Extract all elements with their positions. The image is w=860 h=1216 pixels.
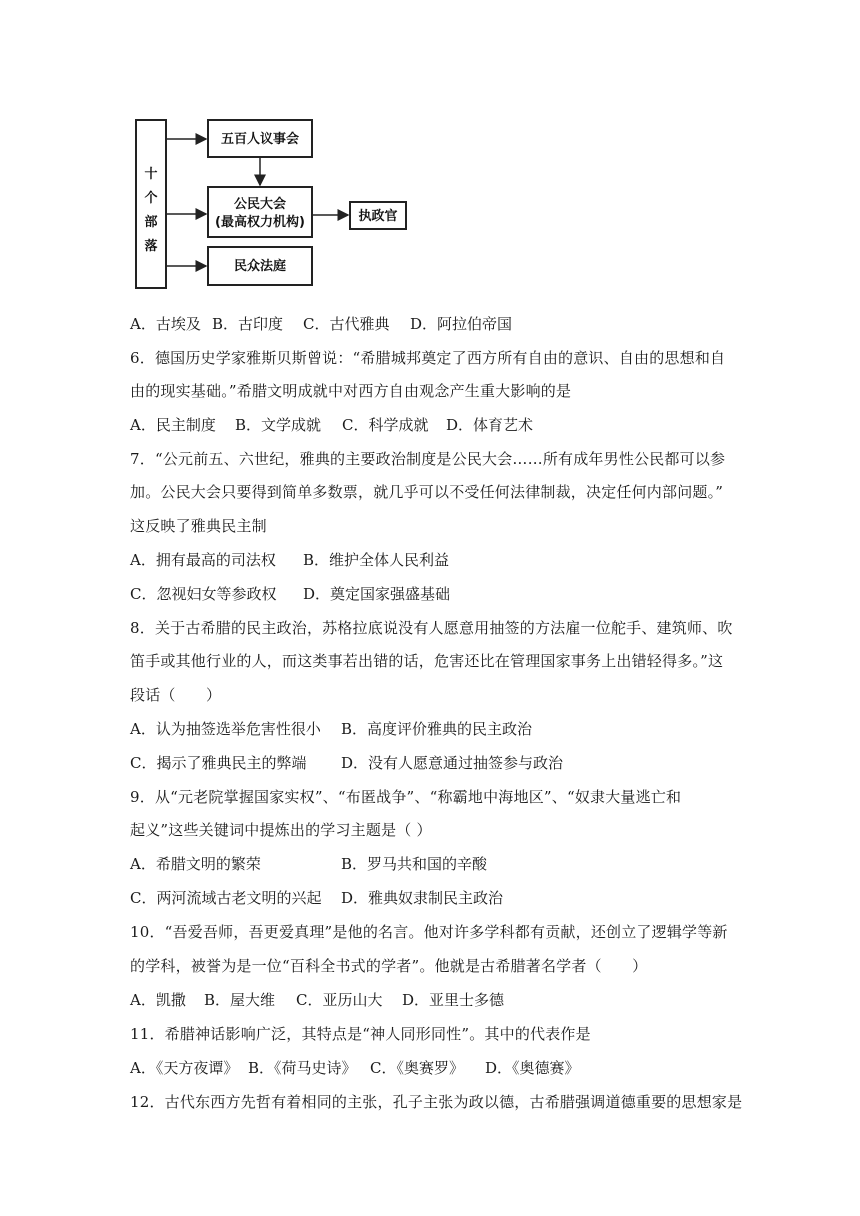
court-label: 民众法庭 xyxy=(233,259,287,274)
q10-option-b: B．屋大维 xyxy=(204,991,276,1009)
q10-line-2: 的学科，被誉为是一位“百科全书式的学者”。他就是古希腊著名学者（ ） xyxy=(130,957,648,975)
q7-option-b: B．维护全体人民利益 xyxy=(303,551,450,569)
q10-option-c: C．亚历山大 xyxy=(296,991,383,1009)
q7-line-2: 加。公民大会只要得到简单多数票，就几乎可以不受任何法律制裁，决定任何内部问题。” xyxy=(130,483,724,501)
q9-line-1: 9．从“元老院掌握国家实权”、“布匿战争”、“称霸地中海地区”、“奴隶大量逃亡和 xyxy=(130,788,682,806)
q9-option-a: A．希腊文明的繁荣 xyxy=(130,855,261,873)
q6-option-a: A．民主制度 xyxy=(130,416,216,434)
q9-option-b: B．罗马共和国的辛酸 xyxy=(341,855,488,873)
q8-option-b: B．高度评价雅典的民主政治 xyxy=(341,720,533,738)
q8-line-1: 8．关于古希腊的民主政治，苏格拉底说没有人愿意用抽签的方法雇一位舵手、建筑师、吹 xyxy=(130,619,733,637)
q11-option-c: C．《奥赛罗》 xyxy=(370,1059,464,1077)
q6-line-1: 6．德国历史学家雅斯贝斯曾说：“希腊城邦奠定了西方所有自由的意识、自由的思想和自 xyxy=(130,349,726,367)
assembly-label-line2: (最高权力机构) xyxy=(215,215,305,230)
council-label: 五百人议事会 xyxy=(220,132,300,147)
q9-option-d: D．雅典奴隶制民主政治 xyxy=(341,889,504,907)
assembly-label-line1: 公民大会 xyxy=(233,197,287,212)
q11-line-1: 11．希腊神话影响广泛，其特点是“神人同形同性”。其中的代表作是 xyxy=(130,1025,591,1043)
q11-option-a: A．《天方夜谭》 xyxy=(130,1059,239,1077)
q6-option-b: B．文学成就 xyxy=(235,416,322,434)
q6-line-2: 由的现实基础。”希腊文明成就中对西方自由观念产生重大影响的是 xyxy=(130,382,572,400)
q7-line-3: 这反映了雅典民主制 xyxy=(130,517,267,535)
q8-option-d: D．没有人愿意通过抽签参与政治 xyxy=(341,754,564,772)
archon-label: 执政官 xyxy=(358,209,398,224)
q7-line-1: 7．“公元前五、六世纪，雅典的主要政治制度是公民大会……所有成年男性公民都可以参 xyxy=(130,450,726,468)
q11-option-b: B．《荷马史诗》 xyxy=(248,1059,357,1077)
q8-option-c: C．揭示了雅典民主的弊端 xyxy=(130,754,307,772)
q8-option-a: A．认为抽签选举危害性很小 xyxy=(130,720,321,738)
q10-line-1: 10．“吾爱吾师，吾更爱真理”是他的名言。他对许多学科都有贡献，还创立了逻辑学等新 xyxy=(130,923,728,941)
q7-option-c: C．忽视妇女等参政权 xyxy=(130,585,277,603)
tribes-char-3: 部 xyxy=(144,215,158,230)
diagram-svg xyxy=(135,118,415,290)
q8-line-3: 段话（ ） xyxy=(130,686,222,704)
q5-option-d: D．阿拉伯帝国 xyxy=(410,315,513,333)
q7-option-a: A．拥有最高的司法权 xyxy=(130,551,276,569)
q10-option-d: D．亚里士多德 xyxy=(402,991,505,1009)
tribes-char-2: 个 xyxy=(144,191,158,206)
q11-option-d: D．《奥德赛》 xyxy=(485,1059,580,1077)
q6-option-d: D．体育艺术 xyxy=(446,416,534,434)
q9-line-2: 起义”这些关键词中提炼出的学习主题是（ ） xyxy=(130,821,432,839)
q5-option-b: B．古印度 xyxy=(212,315,284,333)
q8-line-2: 笛手或其他行业的人，而这类事若出错的话，危害还比在管理国家事务上出错轻得多。”这 xyxy=(130,652,724,670)
q5-option-c: C．古代雅典 xyxy=(303,315,390,333)
tribes-char-1: 十 xyxy=(144,167,158,182)
q12-line-1: 12．古代东西方先哲有着相同的主张，孔子主张为政以德，古希腊强调道德重要的思想家是 xyxy=(130,1093,743,1111)
q10-option-a: A．凯撒 xyxy=(130,991,186,1009)
q9-option-c: C．两河流域古老文明的兴起 xyxy=(130,889,322,907)
q5-option-a: A．古埃及 xyxy=(130,315,201,333)
q7-option-d: D．奠定国家强盛基础 xyxy=(303,585,451,603)
athens-political-structure-diagram xyxy=(135,118,415,290)
q6-option-c: C．科学成就 xyxy=(342,416,429,434)
tribes-char-4: 落 xyxy=(144,239,158,254)
